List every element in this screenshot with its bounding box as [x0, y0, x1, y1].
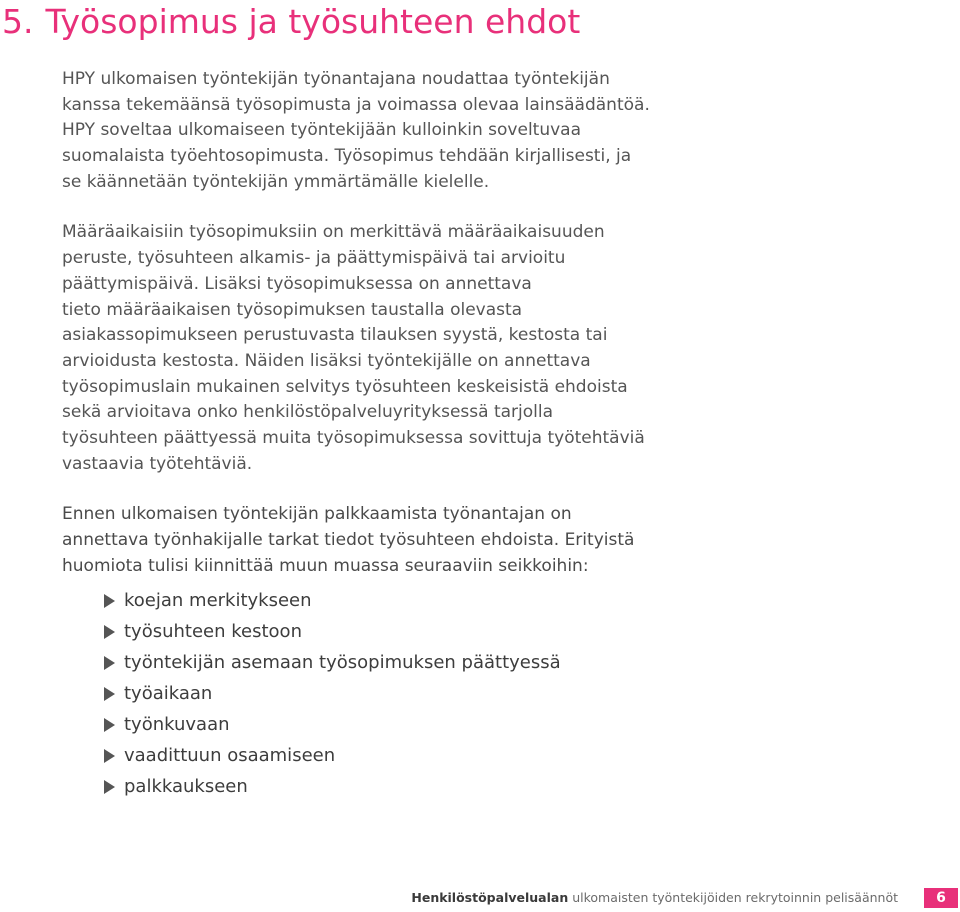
list-item-label: työsuhteen kestoon	[124, 621, 302, 642]
text-line: asiakassopimukseen perustuvasta tilauksen syystä, kestosta tai	[62, 325, 608, 346]
list-item	[104, 585, 561, 616]
section-title: Työsopimus ja työsuhteen ehdot	[45, 2, 581, 41]
list-item	[104, 709, 561, 740]
triangle-right-icon	[104, 625, 115, 639]
paragraph-spacer	[62, 477, 942, 502]
page-title	[2, 0, 580, 44]
triangle-right-icon	[104, 749, 115, 763]
footer-subtitle: ulkomaisten työntekijöiden rekrytoinnin pelisäännöt	[572, 890, 898, 905]
paragraph-before-hiring	[62, 502, 942, 579]
section-number: 5.	[2, 2, 34, 41]
text-line: työsopimuslain mukainen selvitys työsuhteen keskeisistä ehdoista	[62, 376, 628, 397]
text-line: HPY ulkomaisen työntekijän työnantajana noudattaa työntekijän	[62, 69, 610, 89]
text-line: Ennen ulkomaisen työntekijän palkkaamista työnantajan on	[62, 504, 572, 525]
triangle-right-icon	[104, 780, 115, 794]
triangle-right-icon	[104, 594, 115, 608]
list-item-label: työntekijän asemaan työsopimuksen päättyessä	[124, 652, 561, 673]
list-item-label: työnkuvaan	[124, 714, 230, 735]
bullet-list	[104, 585, 561, 802]
list-item	[104, 678, 561, 709]
text-line: tieto määräaikaisen työsopimuksen taustalla olevasta	[62, 299, 523, 320]
text-line: Määräaikaisiin työsopimuksiin on merkittävä määräaikaisuuden	[62, 222, 605, 243]
text-line: annettava työnhakijalle tarkat tiedot työsuhteen ehdoista. Erityistä	[62, 530, 635, 550]
text-line: vastaavia työtehtäviä.	[62, 453, 253, 474]
paragraph-spacer	[62, 195, 942, 220]
triangle-right-icon	[104, 656, 115, 670]
paragraph-intro	[62, 67, 942, 195]
list-item	[104, 616, 561, 647]
text-line: päättymispäivä. Lisäksi työsopimuksessa on annettava	[62, 273, 532, 294]
text-line: työsuhteen päättyessä muita työsopimuksessa sovittuja työtehtäviä	[62, 427, 645, 448]
footer-brand: Henkilöstöpalvelualan	[411, 890, 569, 905]
text-line: se käännetään työntekijän ymmärtämälle kielelle.	[62, 171, 490, 192]
list-item-label: palkkaukseen	[124, 776, 248, 797]
triangle-right-icon	[104, 687, 115, 701]
text-line: HPY soveltaa ulkomaiseen työntekijään kulloinkin soveltuvaa	[62, 120, 581, 141]
paragraph-fixed-term	[62, 220, 942, 477]
list-item	[104, 771, 561, 802]
page-number-badge: 6	[924, 888, 958, 908]
text-line: huomiota tulisi kiinnittää muun muassa seuraaviin seikkoihin:	[62, 555, 589, 576]
list-item	[104, 647, 561, 678]
list-item-label: vaadittuun osaamiseen	[124, 745, 336, 766]
body-text	[62, 67, 942, 579]
text-line: peruste, työsuhteen alkamis- ja päättymispäivä tai arvioitu	[62, 248, 566, 269]
text-line: sekä arvioitava onko henkilöstöpalveluyrityksessä tarjolla	[62, 402, 554, 423]
text-line: suomalaista työehtosopimusta. Työsopimus tehdään kirjallisesti, ja	[62, 146, 632, 167]
triangle-right-icon	[104, 718, 115, 732]
text-line: arvioidusta kestosta. Näiden lisäksi työntekijälle on annettava	[62, 350, 591, 371]
page-footer	[411, 890, 898, 906]
list-item-label: työaikaan	[124, 683, 213, 704]
list-item	[104, 740, 561, 771]
text-line: kanssa tekemäänsä työsopimusta ja voimassa olevaa lainsäädäntöä.	[62, 94, 650, 115]
list-item-label: koejan merkitykseen	[124, 590, 312, 611]
